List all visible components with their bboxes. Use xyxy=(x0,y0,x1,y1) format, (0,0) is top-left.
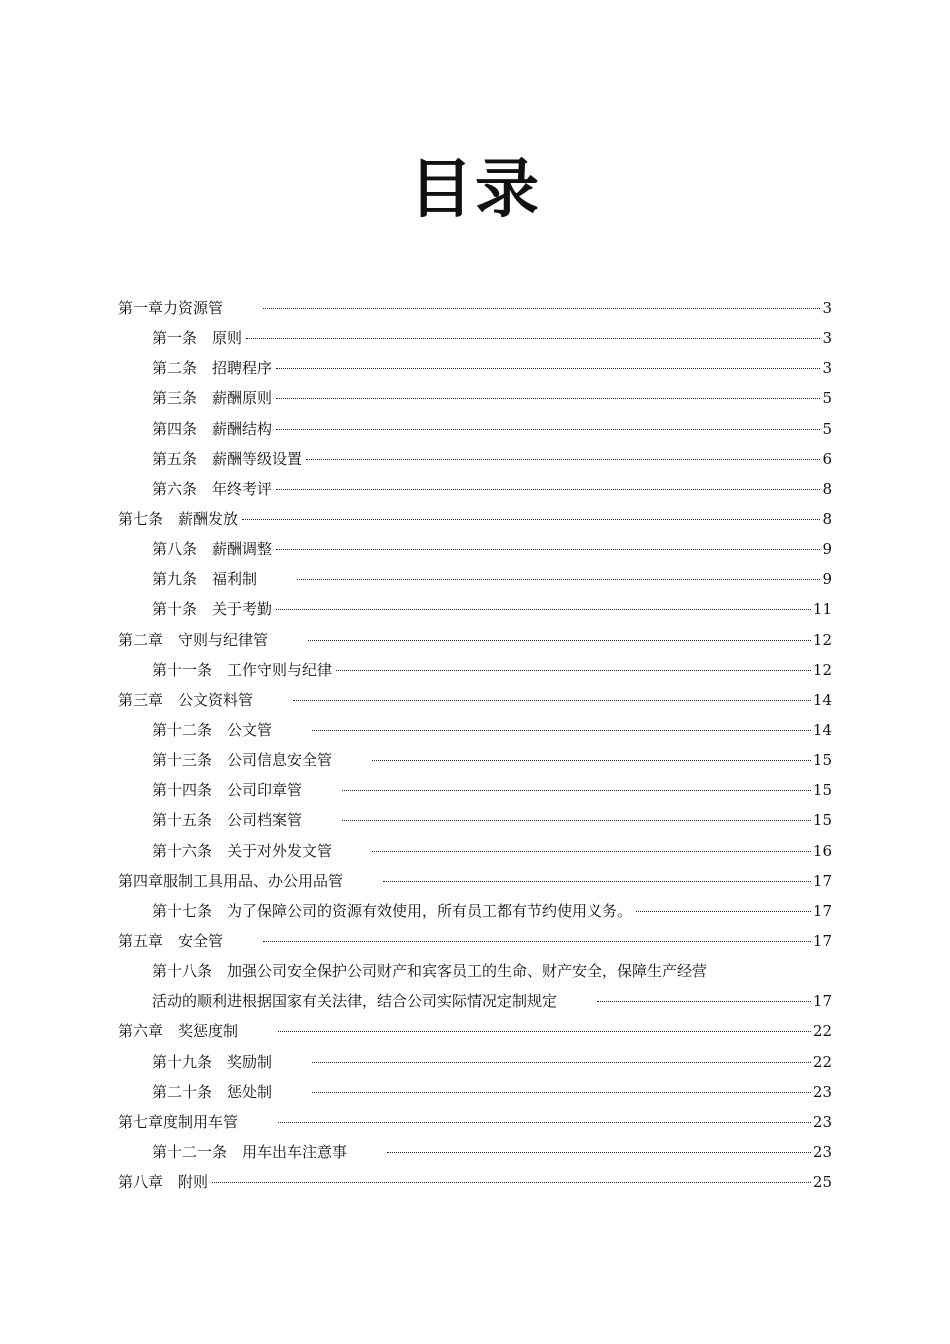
toc-entry[interactable] xyxy=(118,1077,832,1107)
toc-entry[interactable] xyxy=(118,745,832,775)
toc-entry[interactable] xyxy=(118,534,832,564)
toc-entry-page: 12 xyxy=(812,630,832,649)
dot-leader xyxy=(276,429,820,430)
toc-entry-label: 第二章 守则与纪律管 xyxy=(118,630,269,649)
toc-entry-page: 22 xyxy=(812,1022,832,1041)
toc-entry[interactable] xyxy=(118,594,832,624)
table-of-contents xyxy=(118,293,832,1197)
dot-leader xyxy=(246,338,820,339)
dot-leader xyxy=(297,579,820,580)
toc-entry-page: 14 xyxy=(812,720,832,739)
toc-entry-label: 第八章 附则 xyxy=(118,1173,209,1192)
toc-entry-label: 第二条 招聘程序 xyxy=(152,359,273,378)
toc-entry-label: 第十二一条 用车出车注意事 xyxy=(152,1142,348,1161)
toc-entry-page: 3 xyxy=(822,329,832,348)
toc-entry-page: 15 xyxy=(812,751,832,770)
toc-entry[interactable] xyxy=(118,1137,832,1167)
toc-entry[interactable] xyxy=(118,956,832,986)
toc-entry[interactable] xyxy=(118,1016,832,1046)
toc-entry-label: 第四条 薪酬结构 xyxy=(152,419,273,438)
toc-entry[interactable] xyxy=(118,655,832,685)
toc-entry[interactable] xyxy=(118,775,832,805)
toc-entry-label: 第七条 薪酬发放 xyxy=(118,509,239,528)
toc-entry[interactable] xyxy=(118,504,832,534)
dot-leader xyxy=(312,730,811,731)
toc-entry-page: 5 xyxy=(822,419,832,438)
toc-entry[interactable] xyxy=(118,564,832,594)
toc-entry-page: 16 xyxy=(812,841,832,860)
dot-leader xyxy=(263,308,820,309)
toc-entry-label: 第十六条 关于对外发文管 xyxy=(152,841,333,860)
toc-entry-page: 23 xyxy=(812,1082,832,1101)
toc-entry[interactable] xyxy=(118,353,832,383)
toc-entry-page: 12 xyxy=(812,660,832,679)
toc-entry[interactable] xyxy=(118,625,832,655)
page-title: 目录 xyxy=(409,153,541,227)
toc-entry-label: 第十二条 公文管 xyxy=(152,720,273,739)
toc-entry[interactable] xyxy=(118,323,832,353)
toc-entry-label: 活动的顺利进根据国家有关法律，结合公司实际情况定制规定 xyxy=(152,992,558,1011)
dot-leader xyxy=(372,851,811,852)
dot-leader xyxy=(212,1182,811,1183)
toc-entry-label: 第九条 福利制 xyxy=(152,570,258,589)
dot-leader xyxy=(597,1001,811,1002)
toc-entry-page: 6 xyxy=(822,449,832,468)
dot-leader xyxy=(636,911,811,912)
toc-entry-page: 25 xyxy=(812,1173,832,1192)
toc-entry-label: 第十九条 奖励制 xyxy=(152,1052,273,1071)
toc-entry-label: 第十条 关于考勤 xyxy=(152,600,273,619)
toc-entry-label: 第六章 奖惩度制 xyxy=(118,1022,239,1041)
toc-entry[interactable] xyxy=(118,414,832,444)
dot-leader xyxy=(278,1122,811,1123)
dot-leader xyxy=(278,1031,811,1032)
toc-entry-label: 第十八条 加强公司安全保护公司财产和宾客员工的生命、财产安全，保障生产经营 xyxy=(152,962,708,981)
dot-leader xyxy=(276,609,811,610)
toc-entry[interactable] xyxy=(118,805,832,835)
dot-leader xyxy=(293,700,811,701)
dot-leader xyxy=(308,640,811,641)
dot-leader xyxy=(387,1152,811,1153)
toc-entry-page: 15 xyxy=(812,811,832,830)
toc-entry[interactable] xyxy=(118,685,832,715)
dot-leader xyxy=(306,459,820,460)
toc-entry-page: 23 xyxy=(812,1112,832,1131)
toc-entry[interactable] xyxy=(118,715,832,745)
dot-leader xyxy=(336,670,811,671)
toc-entry[interactable] xyxy=(118,293,832,323)
toc-entry-label: 第八条 薪酬调整 xyxy=(152,540,273,559)
toc-entry-page: 11 xyxy=(812,600,832,619)
toc-entry[interactable] xyxy=(118,926,832,956)
toc-entry-label: 第十三条 公司信息安全管 xyxy=(152,751,333,770)
toc-entry-label: 第十四条 公司印章管 xyxy=(152,781,303,800)
toc-entry-label: 第十五条 公司档案管 xyxy=(152,811,303,830)
toc-entry-label: 第六条 年终考评 xyxy=(152,479,273,498)
toc-entry-page: 17 xyxy=(812,901,832,920)
toc-entry-page: 22 xyxy=(812,1052,832,1071)
dot-leader xyxy=(383,881,811,882)
dot-leader xyxy=(242,519,820,520)
toc-entry-label: 第七章度制用车管 xyxy=(118,1112,239,1131)
toc-entry[interactable] xyxy=(118,1107,832,1137)
toc-entry-page: 17 xyxy=(812,931,832,950)
dot-leader xyxy=(372,760,811,761)
toc-entry-label: 第四章服制工具用品、办公用品管 xyxy=(118,871,344,890)
toc-entry-page: 8 xyxy=(822,509,832,528)
toc-entry-page: 15 xyxy=(812,781,832,800)
toc-entry-page: 17 xyxy=(812,992,832,1011)
toc-entry[interactable] xyxy=(118,474,832,504)
toc-entry-label: 第十七条 为了保障公司的资源有效使用，所有员工都有节约使用义务。 xyxy=(152,901,633,920)
dot-leader xyxy=(276,489,820,490)
dot-leader xyxy=(342,820,811,821)
toc-entry-page: 17 xyxy=(812,871,832,890)
toc-entry-page: 14 xyxy=(812,690,832,709)
toc-entry-label: 第一章力资源管 xyxy=(118,299,224,317)
dot-leader xyxy=(276,398,820,399)
toc-entry[interactable] xyxy=(118,986,832,1016)
toc-entry-page: 3 xyxy=(822,299,832,317)
dot-leader xyxy=(312,1062,811,1063)
toc-entry-label: 第三章 公文资料管 xyxy=(118,690,254,709)
toc-entry[interactable] xyxy=(118,896,832,926)
toc-entry-label: 第五条 薪酬等级设置 xyxy=(152,449,303,468)
dot-leader xyxy=(276,368,820,369)
toc-entry[interactable] xyxy=(118,866,832,896)
toc-entry-label: 第一条 原则 xyxy=(152,329,243,348)
toc-entry[interactable] xyxy=(118,1167,832,1197)
toc-entry-page: 9 xyxy=(822,570,832,589)
toc-entry-label: 第五章 安全管 xyxy=(118,931,224,950)
toc-entry-page: 9 xyxy=(822,540,832,559)
toc-entry-page: 23 xyxy=(812,1142,832,1161)
toc-entry-page: 3 xyxy=(822,359,832,378)
toc-entry-page: 8 xyxy=(822,479,832,498)
toc-entry-label: 第二十条 惩处制 xyxy=(152,1082,273,1101)
toc-entry[interactable] xyxy=(118,383,832,413)
dot-leader xyxy=(312,1092,811,1093)
toc-entry[interactable] xyxy=(118,836,832,866)
toc-entry[interactable] xyxy=(118,444,832,474)
toc-entry[interactable] xyxy=(118,1047,832,1077)
dot-leader xyxy=(276,549,820,550)
toc-entry-page: 5 xyxy=(822,389,832,408)
toc-entry-label: 第三条 薪酬原则 xyxy=(152,389,273,408)
dot-leader xyxy=(342,790,811,791)
dot-leader xyxy=(263,941,811,942)
toc-entry-label: 第十一条 工作守则与纪律 xyxy=(152,660,333,679)
